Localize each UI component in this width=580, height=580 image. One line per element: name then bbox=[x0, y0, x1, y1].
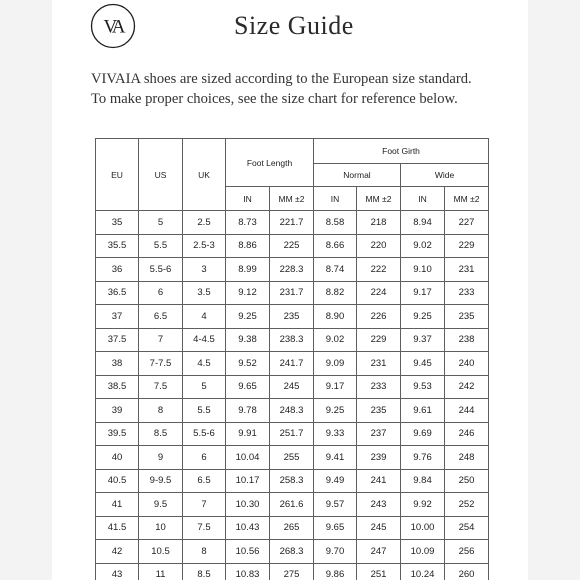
cell-wide-in: 9.76 bbox=[401, 446, 445, 470]
cell-us: 5.5-6 bbox=[139, 258, 183, 282]
cell-uk: 3.5 bbox=[183, 281, 226, 305]
cell-us: 7.5 bbox=[139, 375, 183, 399]
cell-us: 6 bbox=[139, 281, 183, 305]
header-normal-in: IN bbox=[314, 187, 357, 211]
cell-wide-mm: 231 bbox=[445, 258, 489, 282]
cell-normal-in: 8.82 bbox=[314, 281, 357, 305]
cell-length-in: 10.30 bbox=[226, 493, 270, 517]
cell-wide-mm: 233 bbox=[445, 281, 489, 305]
cell-length-in: 8.73 bbox=[226, 211, 270, 235]
header-foot-girth: Foot Girth bbox=[314, 139, 489, 164]
cell-normal-in: 9.41 bbox=[314, 446, 357, 470]
cell-eu: 37.5 bbox=[96, 328, 139, 352]
cell-wide-in: 8.94 bbox=[401, 211, 445, 235]
cell-eu: 35 bbox=[96, 211, 139, 235]
cell-length-in: 9.12 bbox=[226, 281, 270, 305]
cell-length-in: 9.52 bbox=[226, 352, 270, 376]
cell-wide-in: 9.84 bbox=[401, 469, 445, 493]
cell-uk: 6.5 bbox=[183, 469, 226, 493]
cell-normal-in: 9.25 bbox=[314, 399, 357, 423]
cell-normal-in: 9.57 bbox=[314, 493, 357, 517]
header-foot-length: Foot Length bbox=[226, 139, 314, 187]
header-wide: Wide bbox=[401, 164, 489, 187]
table-row bbox=[96, 469, 489, 493]
table-row bbox=[96, 305, 489, 329]
cell-wide-in: 10.24 bbox=[401, 563, 445, 580]
cell-normal-mm: 243 bbox=[357, 493, 401, 517]
cell-length-in: 8.86 bbox=[226, 234, 270, 258]
cell-normal-mm: 237 bbox=[357, 422, 401, 446]
cell-eu: 35.5 bbox=[96, 234, 139, 258]
size-guide-sheet bbox=[52, 0, 528, 580]
cell-uk: 2.5-3 bbox=[183, 234, 226, 258]
cell-uk: 5.5-6 bbox=[183, 422, 226, 446]
vivaia-logo-icon bbox=[90, 3, 136, 49]
cell-normal-in: 9.09 bbox=[314, 352, 357, 376]
cell-normal-mm: 229 bbox=[357, 328, 401, 352]
cell-uk: 7.5 bbox=[183, 516, 226, 540]
cell-eu: 36.5 bbox=[96, 281, 139, 305]
table-body bbox=[96, 211, 489, 580]
cell-length-mm: 251.7 bbox=[270, 422, 314, 446]
header-wide-mm: MM ±2 bbox=[445, 187, 489, 211]
cell-wide-mm: 250 bbox=[445, 469, 489, 493]
cell-eu: 38.5 bbox=[96, 375, 139, 399]
cell-normal-mm: 233 bbox=[357, 375, 401, 399]
cell-eu: 39.5 bbox=[96, 422, 139, 446]
cell-us: 8.5 bbox=[139, 422, 183, 446]
cell-length-mm: 245 bbox=[270, 375, 314, 399]
cell-length-in: 10.83 bbox=[226, 563, 270, 580]
cell-wide-mm: 248 bbox=[445, 446, 489, 470]
cell-length-mm: 221.7 bbox=[270, 211, 314, 235]
cell-length-mm: 241.7 bbox=[270, 352, 314, 376]
cell-wide-mm: 227 bbox=[445, 211, 489, 235]
header-eu: EU bbox=[96, 139, 139, 211]
cell-normal-in: 9.02 bbox=[314, 328, 357, 352]
cell-uk: 7 bbox=[183, 493, 226, 517]
cell-normal-mm: 251 bbox=[357, 563, 401, 580]
cell-normal-mm: 231 bbox=[357, 352, 401, 376]
cell-us: 10.5 bbox=[139, 540, 183, 564]
cell-us: 11 bbox=[139, 563, 183, 580]
cell-wide-in: 9.17 bbox=[401, 281, 445, 305]
table-row bbox=[96, 422, 489, 446]
cell-length-in: 9.38 bbox=[226, 328, 270, 352]
cell-us: 6.5 bbox=[139, 305, 183, 329]
cell-length-mm: 238.3 bbox=[270, 328, 314, 352]
cell-normal-mm: 218 bbox=[357, 211, 401, 235]
cell-normal-in: 8.90 bbox=[314, 305, 357, 329]
table-row bbox=[96, 328, 489, 352]
header-wide-in: IN bbox=[401, 187, 445, 211]
cell-uk: 4 bbox=[183, 305, 226, 329]
header-length-mm: MM ±2 bbox=[270, 187, 314, 211]
cell-length-in: 8.99 bbox=[226, 258, 270, 282]
cell-normal-mm: 239 bbox=[357, 446, 401, 470]
cell-eu: 36 bbox=[96, 258, 139, 282]
cell-uk: 3 bbox=[183, 258, 226, 282]
cell-wide-in: 9.02 bbox=[401, 234, 445, 258]
table-row bbox=[96, 281, 489, 305]
cell-us: 5.5 bbox=[139, 234, 183, 258]
cell-us: 9-9.5 bbox=[139, 469, 183, 493]
cell-eu: 38 bbox=[96, 352, 139, 376]
cell-normal-mm: 226 bbox=[357, 305, 401, 329]
cell-wide-mm: 256 bbox=[445, 540, 489, 564]
cell-wide-mm: 246 bbox=[445, 422, 489, 446]
cell-wide-in: 9.92 bbox=[401, 493, 445, 517]
cell-length-mm: 231.7 bbox=[270, 281, 314, 305]
cell-length-in: 10.04 bbox=[226, 446, 270, 470]
cell-length-mm: 265 bbox=[270, 516, 314, 540]
cell-normal-in: 8.66 bbox=[314, 234, 357, 258]
cell-normal-in: 9.65 bbox=[314, 516, 357, 540]
cell-uk: 5 bbox=[183, 375, 226, 399]
cell-eu: 40.5 bbox=[96, 469, 139, 493]
cell-normal-mm: 222 bbox=[357, 258, 401, 282]
cell-length-in: 10.56 bbox=[226, 540, 270, 564]
cell-length-mm: 225 bbox=[270, 234, 314, 258]
cell-normal-in: 9.86 bbox=[314, 563, 357, 580]
cell-wide-mm: 240 bbox=[445, 352, 489, 376]
cell-length-mm: 248.3 bbox=[270, 399, 314, 423]
cell-wide-mm: 254 bbox=[445, 516, 489, 540]
header-normal: Normal bbox=[314, 164, 401, 187]
table-row bbox=[96, 446, 489, 470]
cell-length-in: 9.65 bbox=[226, 375, 270, 399]
cell-uk: 8 bbox=[183, 540, 226, 564]
intro-text bbox=[91, 69, 521, 109]
cell-wide-mm: 238 bbox=[445, 328, 489, 352]
cell-length-mm: 228.3 bbox=[270, 258, 314, 282]
cell-wide-mm: 244 bbox=[445, 399, 489, 423]
cell-wide-in: 9.25 bbox=[401, 305, 445, 329]
cell-eu: 41 bbox=[96, 493, 139, 517]
cell-length-in: 9.91 bbox=[226, 422, 270, 446]
intro-line-2: To make proper choices, see the size chart for reference below. bbox=[91, 91, 458, 107]
cell-us: 7-7.5 bbox=[139, 352, 183, 376]
cell-uk: 8.5 bbox=[183, 563, 226, 580]
logo-letters: VA bbox=[103, 16, 123, 38]
cell-uk: 4.5 bbox=[183, 352, 226, 376]
cell-normal-mm: 235 bbox=[357, 399, 401, 423]
table-row bbox=[96, 563, 489, 580]
table-row bbox=[96, 211, 489, 235]
cell-normal-mm: 224 bbox=[357, 281, 401, 305]
size-chart-table bbox=[95, 138, 489, 580]
cell-normal-in: 9.49 bbox=[314, 469, 357, 493]
cell-us: 9 bbox=[139, 446, 183, 470]
cell-wide-mm: 252 bbox=[445, 493, 489, 517]
cell-wide-in: 10.00 bbox=[401, 516, 445, 540]
cell-wide-mm: 229 bbox=[445, 234, 489, 258]
cell-us: 7 bbox=[139, 328, 183, 352]
cell-length-in: 9.78 bbox=[226, 399, 270, 423]
cell-normal-mm: 220 bbox=[357, 234, 401, 258]
cell-wide-in: 9.53 bbox=[401, 375, 445, 399]
cell-wide-in: 9.69 bbox=[401, 422, 445, 446]
cell-normal-mm: 245 bbox=[357, 516, 401, 540]
header-us: US bbox=[139, 139, 183, 211]
cell-wide-in: 10.09 bbox=[401, 540, 445, 564]
cell-length-mm: 268.3 bbox=[270, 540, 314, 564]
table-row bbox=[96, 234, 489, 258]
header-normal-mm: MM ±2 bbox=[357, 187, 401, 211]
page-title: Size Guide bbox=[234, 11, 354, 40]
cell-uk: 6 bbox=[183, 446, 226, 470]
cell-normal-mm: 241 bbox=[357, 469, 401, 493]
cell-length-in: 10.17 bbox=[226, 469, 270, 493]
cell-length-mm: 258.3 bbox=[270, 469, 314, 493]
table-row bbox=[96, 352, 489, 376]
cell-normal-mm: 247 bbox=[357, 540, 401, 564]
cell-wide-in: 9.10 bbox=[401, 258, 445, 282]
cell-us: 9.5 bbox=[139, 493, 183, 517]
cell-length-mm: 261.6 bbox=[270, 493, 314, 517]
table-row bbox=[96, 516, 489, 540]
header-length-in: IN bbox=[226, 187, 270, 211]
cell-wide-in: 9.61 bbox=[401, 399, 445, 423]
cell-us: 5 bbox=[139, 211, 183, 235]
cell-uk: 5.5 bbox=[183, 399, 226, 423]
cell-uk: 4-4.5 bbox=[183, 328, 226, 352]
cell-eu: 43 bbox=[96, 563, 139, 580]
table-row bbox=[96, 258, 489, 282]
cell-eu: 42 bbox=[96, 540, 139, 564]
cell-us: 8 bbox=[139, 399, 183, 423]
cell-normal-in: 8.74 bbox=[314, 258, 357, 282]
cell-length-mm: 235 bbox=[270, 305, 314, 329]
table-row bbox=[96, 399, 489, 423]
cell-length-in: 9.25 bbox=[226, 305, 270, 329]
cell-wide-mm: 242 bbox=[445, 375, 489, 399]
cell-uk: 2.5 bbox=[183, 211, 226, 235]
cell-wide-in: 9.45 bbox=[401, 352, 445, 376]
cell-eu: 41.5 bbox=[96, 516, 139, 540]
header-uk: UK bbox=[183, 139, 226, 211]
table-row bbox=[96, 540, 489, 564]
cell-us: 10 bbox=[139, 516, 183, 540]
cell-length-mm: 255 bbox=[270, 446, 314, 470]
intro-line-1: VIVAIA shoes are sized according to the European size standard. bbox=[91, 71, 472, 87]
cell-eu: 37 bbox=[96, 305, 139, 329]
table-header bbox=[96, 139, 489, 211]
table-row bbox=[96, 493, 489, 517]
cell-eu: 40 bbox=[96, 446, 139, 470]
cell-normal-in: 9.17 bbox=[314, 375, 357, 399]
cell-eu: 39 bbox=[96, 399, 139, 423]
cell-normal-in: 8.58 bbox=[314, 211, 357, 235]
table-row bbox=[96, 375, 489, 399]
cell-normal-in: 9.33 bbox=[314, 422, 357, 446]
cell-length-in: 10.43 bbox=[226, 516, 270, 540]
cell-length-mm: 275 bbox=[270, 563, 314, 580]
cell-normal-in: 9.70 bbox=[314, 540, 357, 564]
cell-wide-in: 9.37 bbox=[401, 328, 445, 352]
cell-wide-mm: 260 bbox=[445, 563, 489, 580]
cell-wide-mm: 235 bbox=[445, 305, 489, 329]
